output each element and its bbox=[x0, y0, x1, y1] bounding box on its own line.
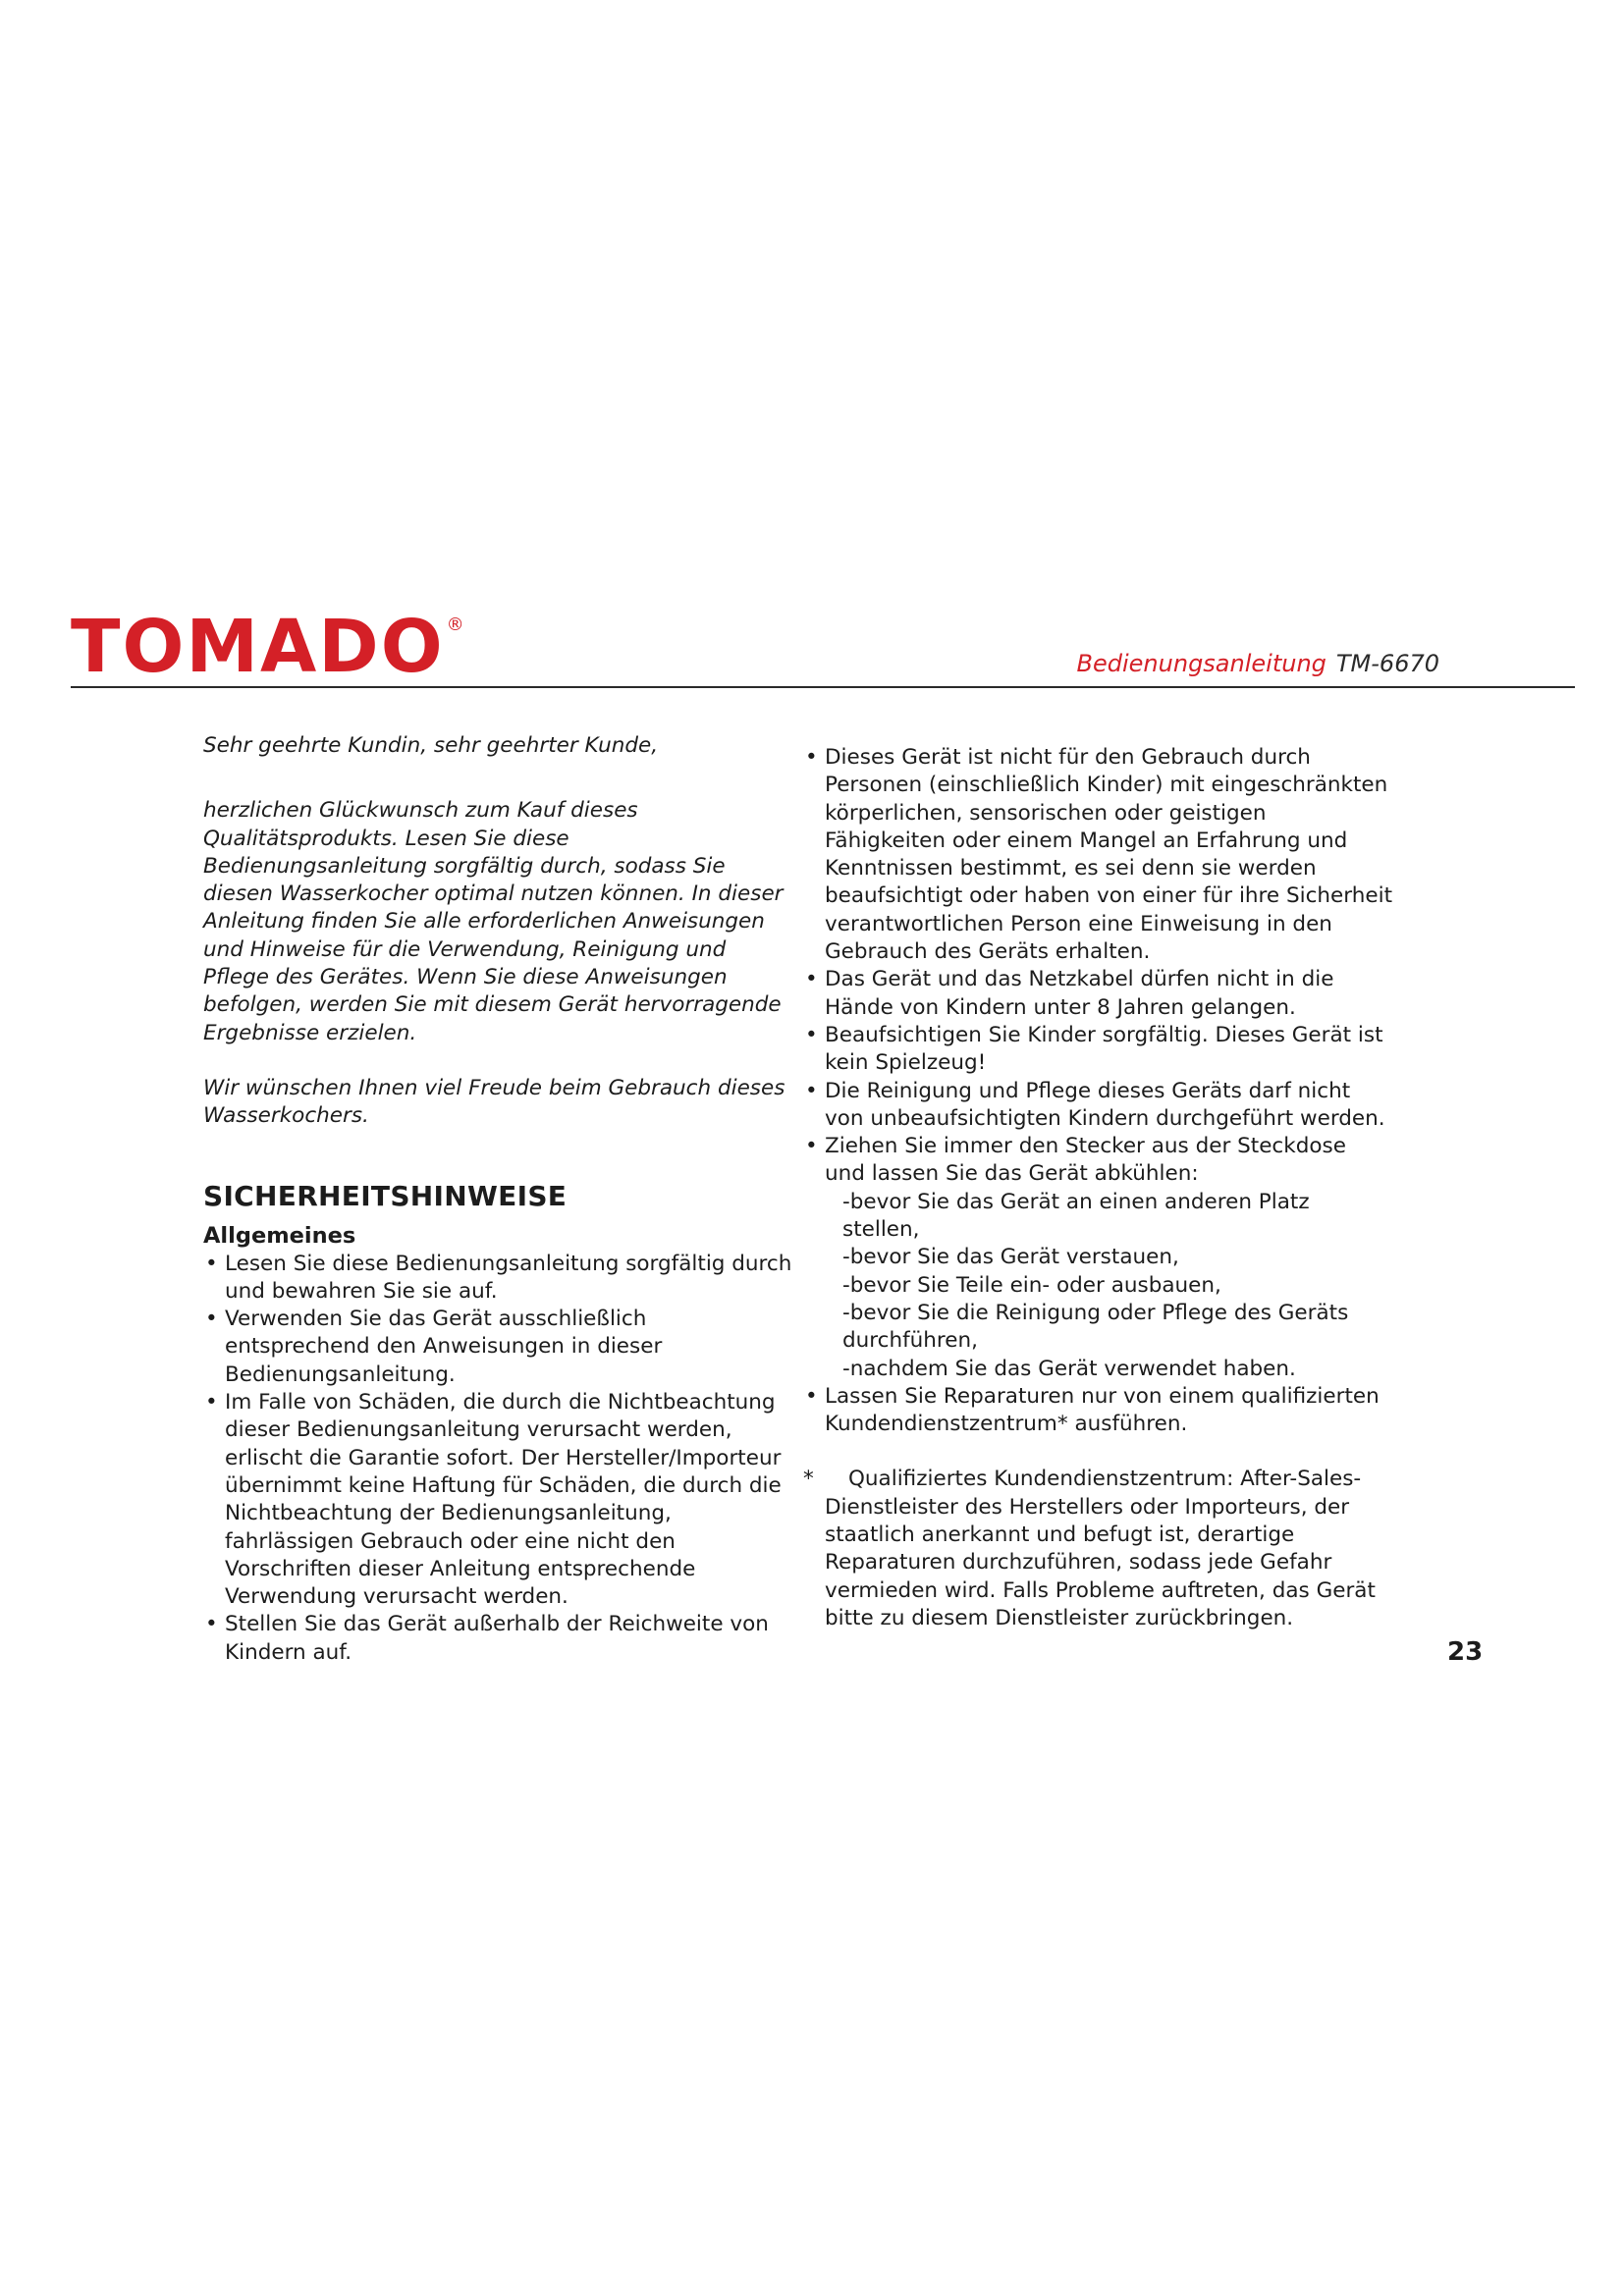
sublist-item: -bevor Sie das Gerät an einen anderen Platz stellen, bbox=[842, 1189, 1310, 1243]
closing-paragraph: Wir wünschen Ihnen viel Freude beim Gebrauch dieses Wasserkochers. bbox=[203, 1075, 785, 1129]
left-column bbox=[203, 732, 792, 1667]
subsection-title: Allgemeines bbox=[203, 1222, 356, 1249]
page-number: 23 bbox=[1447, 1637, 1484, 1667]
registered-mark: ® bbox=[446, 614, 466, 635]
safety-list-left bbox=[203, 1251, 792, 1667]
footnote-text: Qualifiziertes Kundendienstzentrum: After-Sales-Dienstleister des Herstellers oder Importeurs, der staatlich anerkannt und befugt ist, derartige Reparaturen durchzuführen, sodass jede Gefahr vermieden wird. Falls Probleme auftreten, das Gerät bitte zu diesem Dienstleister zurückbringen. bbox=[825, 1467, 1376, 1630]
salutation: Sehr geehrte Kundin, sehr geehrter Kunde, bbox=[203, 733, 659, 758]
list-item: • Stellen Sie das Gerät außerhalb der Reichweite von Kindern auf. bbox=[203, 1611, 792, 1667]
unplug-list-item bbox=[803, 1133, 1392, 1383]
header-rule bbox=[71, 686, 1575, 688]
unplug-sublist bbox=[825, 1189, 1392, 1383]
list-item: • Lassen Sie Reparaturen nur von einem qualifizierten Kundendienstzentrum* ausführen. bbox=[803, 1383, 1392, 1439]
document-header bbox=[1077, 652, 1439, 675]
unplug-item-text: Ziehen Sie immer den Stecker aus der Steckdose und lassen Sie das Gerät abkühlen: bbox=[825, 1134, 1346, 1187]
sublist-item: -bevor Sie die Reinigung oder Pflege des Geräts durchführen, bbox=[842, 1300, 1349, 1354]
footnote-marker: * bbox=[803, 1467, 814, 1492]
right-column bbox=[803, 744, 1392, 1632]
list-item: • Verwenden Sie das Gerät ausschließlich entsprechend den Anweisungen in dieser Bedienungsanleitung. bbox=[203, 1306, 792, 1389]
sublist-item: -bevor Sie Teile ein- oder ausbauen, bbox=[842, 1272, 1221, 1298]
list-item: • Lesen Sie diese Bedienungsanleitung sorgfältig durch und bewahren Sie sie auf. bbox=[203, 1251, 792, 1307]
brand-logo bbox=[71, 605, 466, 689]
list-item: • Das Gerät und das Netzkabel dürfen nicht in die Hände von Kindern unter 8 Jahren gelangen. bbox=[803, 966, 1392, 1022]
list-item: • Beaufsichtigen Sie Kinder sorgfältig. Dieses Gerät ist kein Spielzeug! bbox=[803, 1022, 1392, 1078]
list-item: • Die Reinigung und Pflege dieses Geräts darf nicht von unbeaufsichtigten Kindern durchgeführt werden. bbox=[803, 1078, 1392, 1134]
footnote bbox=[803, 1466, 1392, 1632]
list-item: • Dieses Gerät ist nicht für den Gebrauch durch Personen (einschließlich Kinder) mit eingeschränkten körperlichen, sensorischen oder geistigen Fähigkeiten oder einem Mangel an Erfahrung und Kenntnissen bestimmt, es sei denn sie werden beaufsichtigt oder haben von einer für ihre Sicherheit verantwortlichen Person eine Einweisung in den Gebrauch des Geräts erhalten. bbox=[803, 744, 1392, 966]
sublist-item: -nachdem Sie das Gerät verwendet haben. bbox=[842, 1356, 1296, 1381]
brand-name: TOMADO bbox=[71, 605, 445, 689]
document-type-label: Bedienungsanleitung bbox=[1076, 650, 1326, 677]
model-number: TM-6670 bbox=[1335, 650, 1439, 677]
sublist-item: -bevor Sie das Gerät verstauen, bbox=[842, 1245, 1179, 1270]
intro-paragraph: herzlichen Glückwunsch zum Kauf dieses Qualitätsprodukts. Lesen Sie diese Bedienungsanleitung sorgfältig durch, sodass Sie diesen Wasserkocher optimal nutzen können. In dieser Anleitung finden Sie alle erforderlichen Anweisungen und Hinweise für die Verwendung, Reinigung und Pflege des Gerätes. Wenn Sie diese Anweisungen befolgen, werden Sie mit diesem Gerät hervorragende Ergebnisse erzielen. bbox=[203, 798, 784, 1045]
safety-list-right bbox=[803, 744, 1392, 1438]
list-item: • Im Falle von Schäden, die durch die Nichtbeachtung dieser Bedienungsanleitung verursacht werden, erlischt die Garantie sofort. Der Hersteller/Importeur übernimmt keine Haftung für Schäden, die durch die Nichtbeachtung der Bedienungsanleitung, fahrlässigen Gebrauch oder eine nicht den Vorschriften dieser Anleitung entsprechende Verwendung verursacht werden. bbox=[203, 1389, 792, 1611]
section-title: SICHERHEITSHINWEISE bbox=[203, 1179, 568, 1212]
